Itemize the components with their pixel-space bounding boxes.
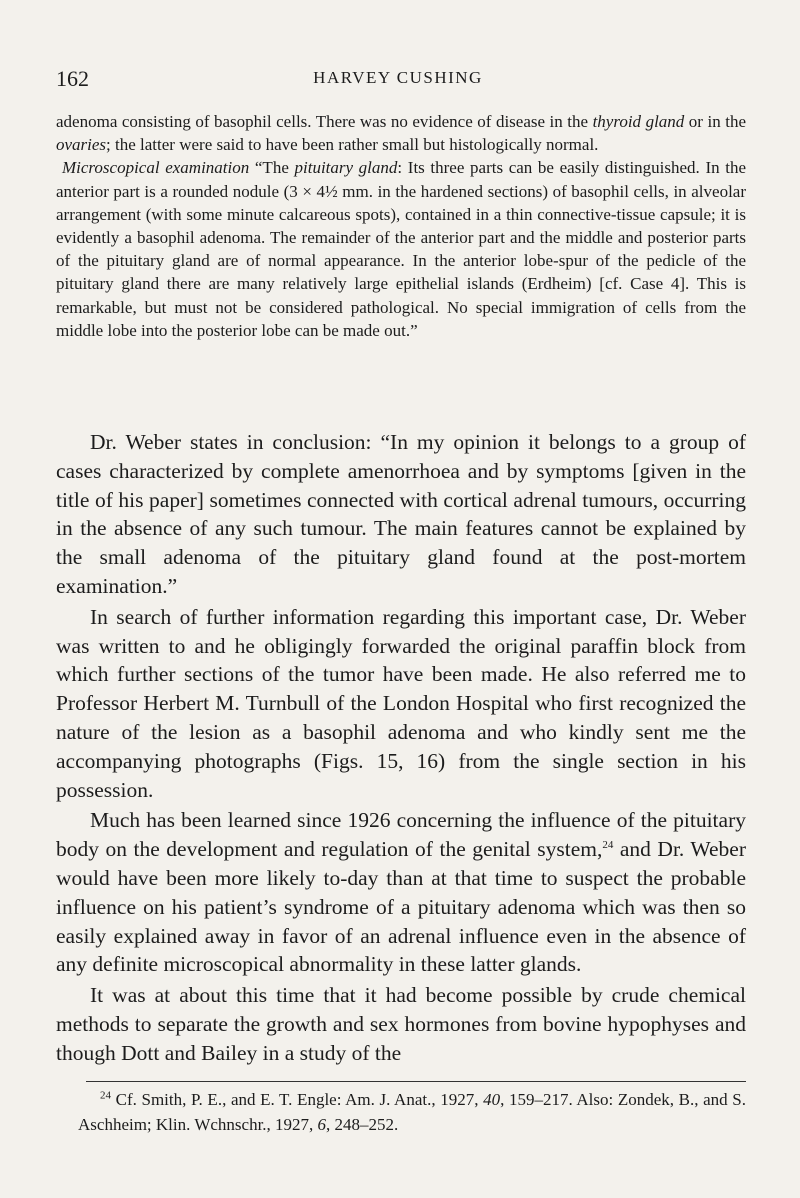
paragraph-1: Dr. Weber states in conclusion: “In my opinion it belongs to a group of cases characterized by complete amenorrhoea and by symptoms [given in the title of his paper] sometimes connected with cortical adrenal tumours, occurring in the absence of any such tumour. The main features cannot be explained by the small adenoma of the pituitary gland found at the post-mortem examination.” — [56, 430, 746, 598]
footnote-reference: 24 — [602, 839, 614, 851]
quoted-report — [56, 110, 746, 342]
footnote-number: 24 — [100, 1089, 111, 1102]
footnote-divider — [86, 1081, 746, 1082]
page-number: 162 — [56, 66, 89, 91]
paragraph-4: It was at about this time that it had become possible by crude chemical methods to separate the growth and sex hormones from bovine hypophyses and though Dott and Bailey in a study of the — [56, 983, 746, 1065]
footnote: $^{24}$ Cf. Smith, P. E., and E. T. Engle: Am. J. Anat., 1927, 40, 159–217. Also: Zondek, B., and S. Aschheim; Klin. Wchnschr., 1927, 6, 248–252. — [78, 1089, 746, 1134]
quote-paragraph-2: Microscopical examination “The pituitary gland: Its three parts can be easily distinguished. In the anterior part is a rounded nodule (3 × 4½ mm. in the hardened sections) of basophil cells, in alveolar arrangement (with some minute calcareous spots), contained in a thin connective-tissue capsule; it is evidently a basophil adenoma. The remainder of the anterior part and the middle and posterior parts of the pituitary gland are of normal appearance. In the anterior lobe-spur of the pedicle of the pituitary gland there are many relatively large epithelial islands (Erdheim) [cf. Case 4]. This is remarkable, but must not be considered pathological. No special immigration of cells from the middle lobe into the posterior lobe can be made out.” — [56, 158, 747, 340]
running-head: HARVEY CUSHING — [313, 68, 483, 87]
paragraph-2: In search of further information regarding this important case, Dr. Weber was written to and he obligingly forwarded the original paraffin block from which further sections of the tumor have been made. He also referred me to Professor Herbert M. Turnbull of the London Hospital who first recognized the nature of the lesion as a basophil adenoma and who kindly sent me the accompanying photographs (Figs. 15, 16) from the single section in his possession. — [56, 604, 746, 802]
quote-paragraph-1: adenoma consisting of basophil cells. There was no evidence of disease in the thyroid gland or in the ovaries; the latter were said to have been rather small but histologically normal. — [56, 112, 746, 155]
main-text — [56, 428, 746, 1068]
page-header — [56, 66, 740, 96]
paragraph-3: Much has been learned since 1926 concerning the influence of the pituitary body on the development and regulation of the genital system,$^{24}$ and Dr. Weber would have been more likely to-day than at that time to suspect the probable influence on his patient’s syndrome of a pituitary adenoma which was then so easily explained away in favor of an adrenal influence even in the absence of any definite microscopical abnormality in these latter glands. — [56, 808, 746, 977]
